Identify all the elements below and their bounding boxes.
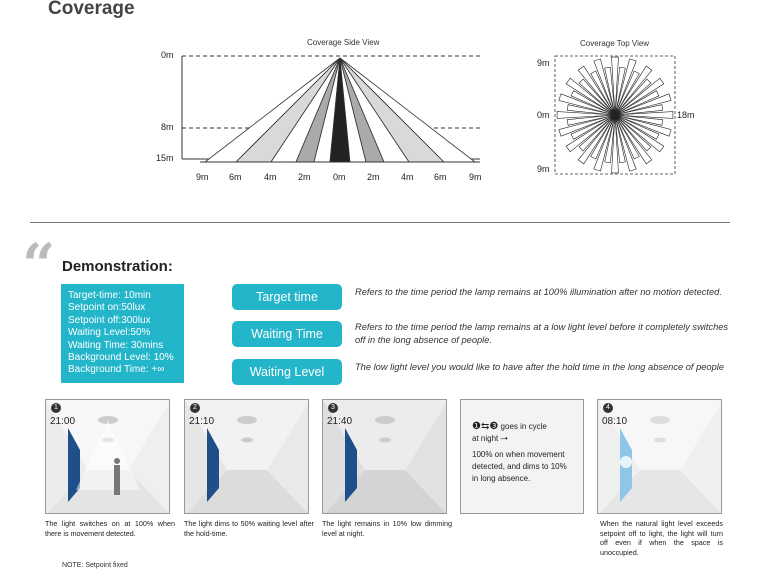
term-waiting-level: Waiting Level [232,359,342,385]
scene-3-caption: The light remains in 10% low dimming level at night. [322,519,452,538]
coverage-title: Coverage [48,0,135,19]
side-dist-2: 4m [264,172,277,182]
cycle-icon: ❶⇆❸ [472,421,499,432]
scene-1 [45,399,170,514]
desc-waiting-level: The low light level you would like to have after the hold time in the long absence of people [355,362,725,372]
side-height-0: 0m [161,50,174,60]
desc-target-time: Refers to the time period the lamp remains at 100% illumination after no motion detected. [355,287,722,297]
scene-3-time: 21:40 [327,416,353,427]
side-view-diagram [150,46,500,186]
cycle-info-box [460,399,584,514]
cycle-line-1-text: goes in cycle [500,422,547,431]
scene-3 [322,399,447,514]
quote-icon: “ [22,231,56,299]
side-view-caption: Coverage Side View [307,38,380,47]
spec-setpoint-off: Setpoint off:300lux [68,314,151,326]
desc-waiting-time: Refers to the time period the lamp remains at a low light level before it completely switches off in the long absence of people. [355,322,729,345]
scene-2-number: 2 [190,403,200,413]
scene-4 [597,399,722,514]
spec-waiting-time: Waiting Time: 30mins [68,339,164,351]
cycle-body: 100% on when movement detected, and dims to 10% in long absence. [472,450,567,483]
side-dist-7: 6m [434,172,447,182]
scene-3-number: 3 [328,403,338,413]
term-waiting-time: Waiting Time [232,321,342,347]
side-dist-6: 4m [401,172,414,182]
top-label-upper: 9m [537,58,550,68]
spec-waiting-level: Waiting Level:50% [68,327,151,339]
scene-4-time: 08:10 [602,416,628,427]
spec-box [61,284,184,383]
side-height-15: 15m [156,153,174,163]
side-dist-3: 2m [298,172,311,182]
side-dist-5: 2m [367,172,380,182]
top-label-center: 0m [537,110,550,120]
spec-target-time: Target-time: 10min [68,290,151,301]
side-height-8: 8m [161,122,174,132]
spec-background-time: Background Time: +∞ [68,364,165,376]
side-dist-8: 9m [469,172,482,182]
side-dist-0: 9m [196,172,209,182]
scene-1-caption: The light switches on at 100% when there is movement detected. [45,519,175,538]
cycle-line-2-text: at night [472,434,499,443]
spec-setpoint-on: Setpoint on:50lux [68,302,146,314]
scene-4-caption: When the natural light level exceeds setpoint off to light, the light will turn off even if when the space is unoccupied. [600,519,723,557]
side-dist-1: 6m [229,172,242,182]
top-view-caption: Coverage Top View [580,39,650,48]
side-dist-4: 0m [333,172,346,182]
scene-4-number: 4 [603,403,613,413]
scene-1-number: 1 [51,403,61,413]
demonstration-title: Demonstration: [62,258,173,275]
footer-note: NOTE: Setpoint fixed [62,562,128,569]
cycle-dash-icon: –• [500,434,508,443]
cycle-line-1 [472,421,583,433]
scene-2-caption: The light dims to 50% waiting level after the hold-time. [184,519,314,538]
term-target-time: Target time [232,284,342,310]
cycle-line-2 [472,433,583,445]
top-view-diagram [553,53,683,178]
top-label-diameter: 18m [677,110,695,120]
section-divider [30,222,730,223]
scene-1-time: 21:00 [50,416,76,427]
scene-2 [184,399,309,514]
spec-background-level: Background Level: 10% [68,352,174,364]
scene-2-time: 21:10 [189,416,215,427]
top-label-lower: 9m [537,164,550,174]
